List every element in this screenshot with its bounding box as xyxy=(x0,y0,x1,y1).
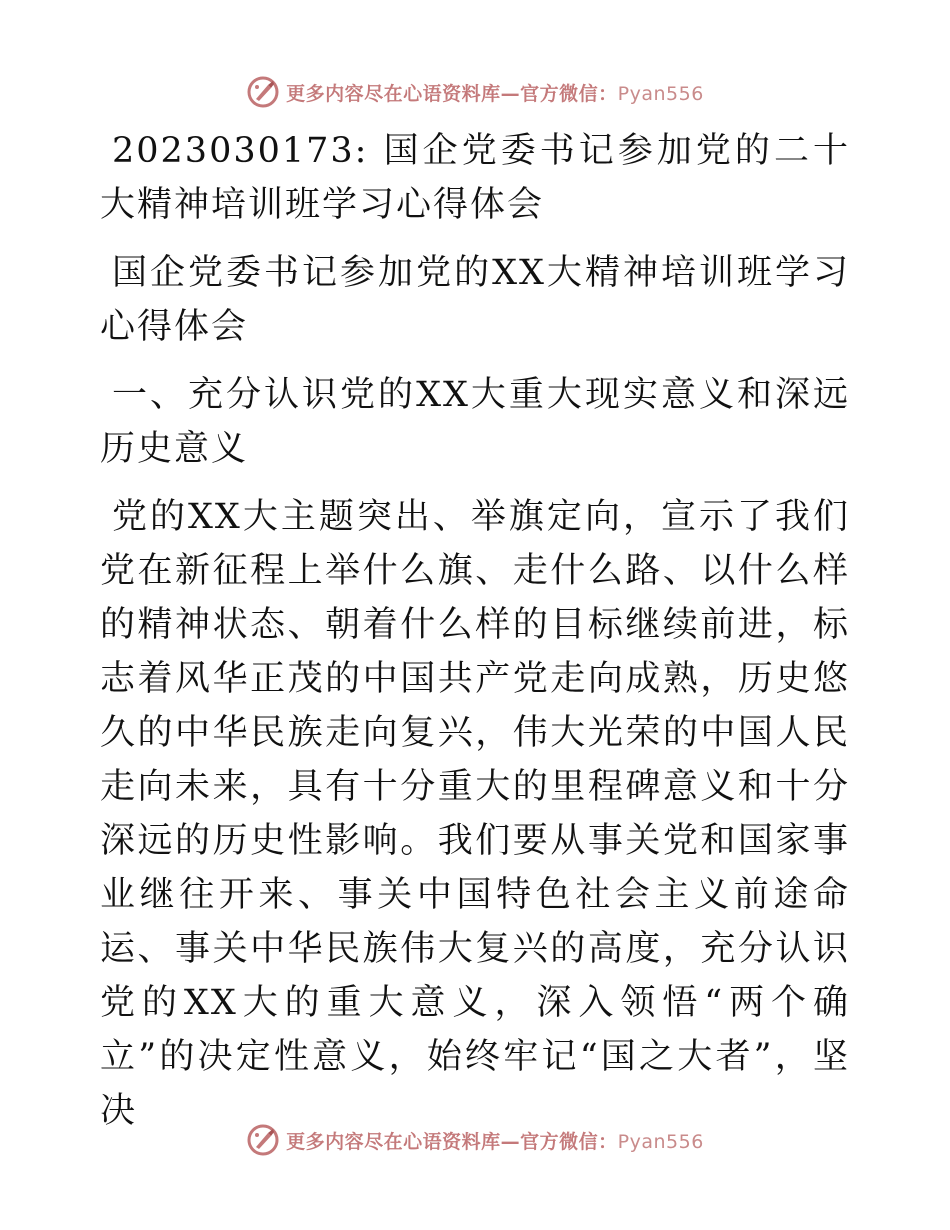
section-heading: 一、充分认识党的XX大重大现实意义和深远历史意义 xyxy=(100,375,850,469)
watermark-text: 更多内容尽在心语资料库—官方微信：Pyan556 xyxy=(286,82,704,105)
watermark-wechat-id: Pyan556 xyxy=(617,82,704,105)
document-body xyxy=(100,124,850,1138)
header-watermark xyxy=(0,72,950,112)
quill-logo-icon xyxy=(246,1123,280,1157)
footer-watermark xyxy=(0,1120,950,1160)
watermark-wechat-id: Pyan556 xyxy=(617,1130,704,1153)
quill-logo-icon xyxy=(246,75,280,109)
document-title: 2023030173: 国企党委书记参加党的二十大精神培训班学习心得体会 xyxy=(100,131,850,225)
body-paragraph: 党的XX大主题突出、举旗定向，宣示了我们党在新征程上举什么旗、走什么路、以什么样的精神状态、朝着什么样的目标继续前进，标志着风华正茂的中国共产党走向成熟，历史悠久的中华民族走向复兴，伟大光荣的中国人民走向未来，具有十分重大的里程碑意义和十分深远的历史性影响。我们要从事关党和国家事业继往开来、事关中国特色社会主义前途命运、事关中华民族伟大复兴的高度，充分认识党的XX大的重大意义，深入领悟“两个确立”的决定性意义，始终牢记“国之大者”，坚决 xyxy=(100,497,850,1131)
document-subtitle: 国企党委书记参加党的XX大精神培训班学习心得体会 xyxy=(100,253,850,347)
watermark-text: 更多内容尽在心语资料库—官方微信：Pyan556 xyxy=(286,1130,704,1153)
